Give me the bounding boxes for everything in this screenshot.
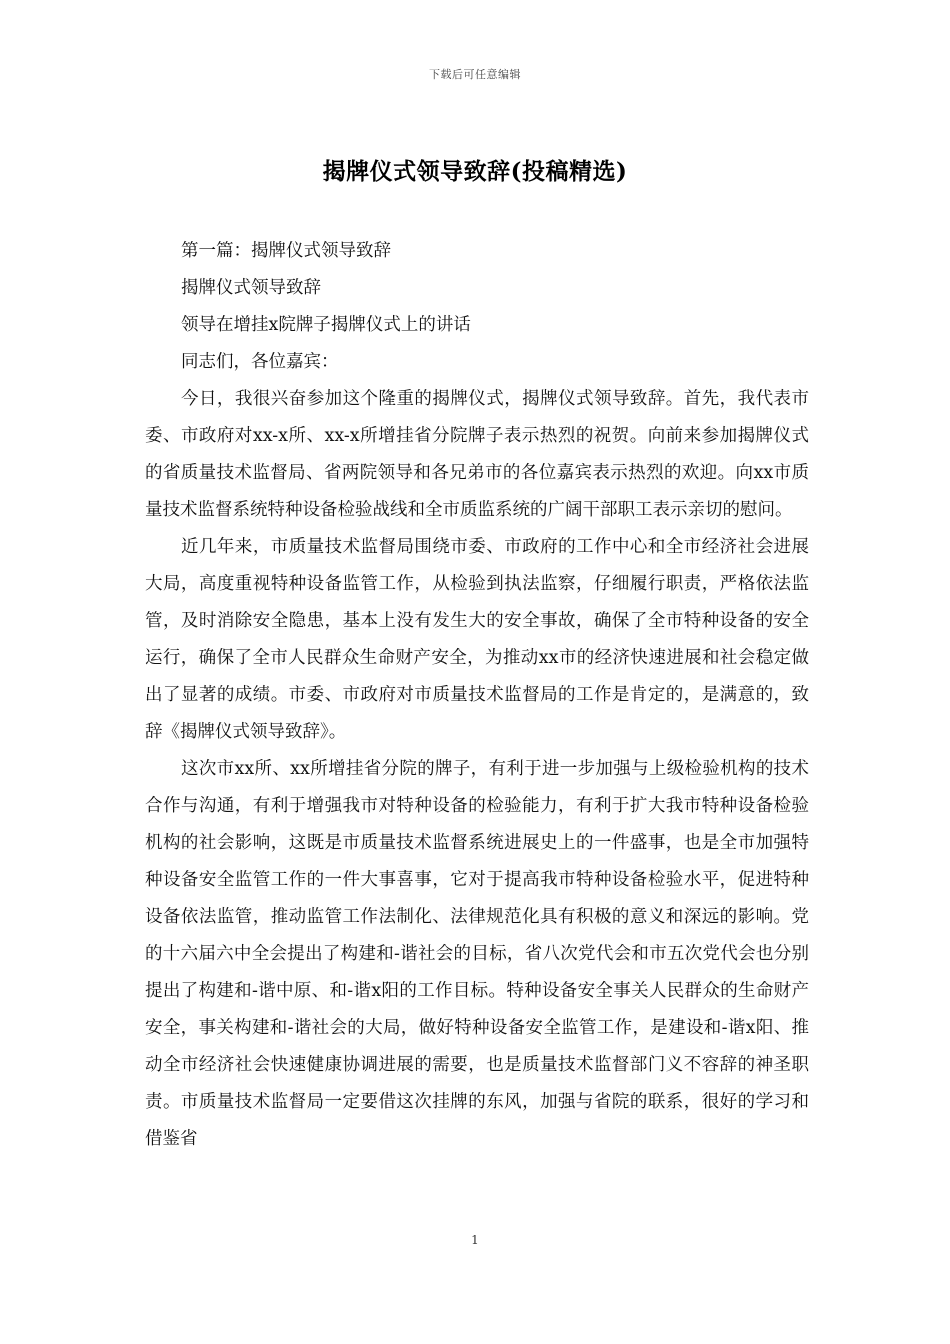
header-note: 下载后可任意编辑 bbox=[429, 68, 521, 81]
paragraph: 今日，我很兴奋参加这个隆重的揭牌仪式，揭牌仪式领导致辞。首先，我代表市委、市政府对xx-x所、xx-x所增挂省分院牌子表示热烈的祝贺。向前来参加揭牌仪式的省质量技术监督局、省两院领导和各兄弟市的各位嘉宾表示热烈的欢迎。向xx市质量技术监督系统特种设备检验战线和全市质监系统的广阔干部职工表示亲切的慰问。 bbox=[145, 389, 809, 520]
speech-subtitle: 领导在增挂x院牌子揭牌仪式上的讲话 bbox=[181, 315, 471, 335]
speech-title: 揭牌仪式领导致辞 bbox=[181, 278, 321, 298]
section-heading: 第一篇：揭牌仪式领导致辞 bbox=[181, 241, 391, 261]
page-number: 1 bbox=[471, 1233, 479, 1247]
document-body bbox=[145, 233, 809, 1158]
paragraph: 这次市xx所、xx所增挂省分院的牌子，有利于进一步加强与上级检验机构的技术合作与沟通，有利于增强我市对特种设备的检验能力，有利于扩大我市特种设备检验机构的社会影响，这既是市质量技术监督系统进展史上的一件盛事，也是全市加强特种设备安全监管工作的一件大事喜事，它对于提高我市特种设备检验水平，促进特种设备依法监管，推动监管工作法制化、法律规范化具有积极的意义和深远的影响。党的十六届六中全会提出了构建和-谐社会的目标，省八次党代会和市五次党代会也分别提出了构建和-谐中原、和-谐x阳的工作目标。特种设备安全事关人民群众的生命财产安全，事关构建和-谐社会的大局，做好特种设备安全监管工作，是建设和-谐x阳、推动全市经济社会快速健康协调进展的需要，也是质量技术监督部门义不容辞的神圣职责。市质量技术监督局一定要借这次挂牌的东风，加强与省院的联系，很好的学习和借鉴省 bbox=[145, 759, 809, 1149]
paragraph: 近几年来，市质量技术监督局围绕市委、市政府的工作中心和全市经济社会进展大局，高度重视特种设备监管工作，从检验到执法监察，仔细履行职责，严格依法监管，及时消除安全隐患，基本上没有发生大的安全事故，确保了全市特种设备的安全运行，确保了全市人民群众生命财产安全，为推动xx市的经济快速进展和社会稳定做出了显著的成绩。市委、市政府对市质量技术监督局的工作是肯定的，是满意的，致辞《揭牌仪式领导致辞》。 bbox=[145, 537, 809, 742]
document-title: 揭牌仪式领导致辞(投稿精选) bbox=[322, 158, 628, 185]
salutation: 同志们，各位嘉宾： bbox=[181, 352, 339, 372]
